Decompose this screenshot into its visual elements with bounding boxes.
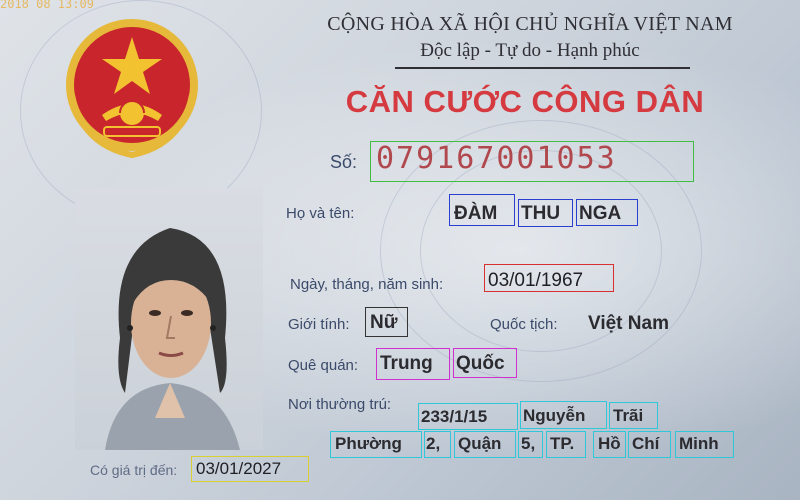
document-title: CĂN CƯỚC CÔNG DÂN bbox=[345, 84, 705, 119]
sex-label: Giới tính: bbox=[288, 316, 350, 333]
residence-box bbox=[628, 431, 671, 458]
id-number: 079167001053 bbox=[376, 141, 617, 176]
residence-part: Chí bbox=[632, 434, 660, 453]
name-box bbox=[576, 199, 638, 226]
portrait-photo bbox=[75, 188, 263, 450]
name-box bbox=[518, 199, 573, 227]
residence-part: Phường bbox=[335, 434, 402, 453]
residence-part: Trãi bbox=[613, 406, 644, 425]
hometown-part: Trung bbox=[380, 353, 433, 374]
name-part: THU bbox=[521, 203, 561, 224]
residence-box bbox=[330, 431, 422, 458]
nationality-value: Việt Nam bbox=[588, 313, 669, 334]
residence-part: Quận bbox=[458, 434, 502, 453]
residence-box bbox=[593, 431, 626, 458]
hometown-part: Quốc bbox=[456, 353, 505, 374]
residence-part: 2, bbox=[426, 434, 441, 453]
sex-box bbox=[365, 307, 408, 337]
residence-box bbox=[609, 402, 658, 429]
dob-box bbox=[484, 264, 614, 292]
photo-timestamp: 2018 08 13:09 bbox=[0, 0, 94, 11]
national-motto: Độc lập - Tự do - Hạnh phúc bbox=[420, 40, 640, 61]
residence-box bbox=[454, 431, 516, 458]
residence-box bbox=[418, 403, 518, 430]
residence-box bbox=[424, 431, 451, 458]
dob-value: 03/01/1967 bbox=[488, 270, 584, 291]
id-number-box bbox=[370, 141, 694, 182]
hometown-label: Quê quán: bbox=[288, 357, 359, 374]
hometown-box bbox=[376, 348, 450, 380]
expiry-label: Có giá trị đến: bbox=[90, 462, 178, 478]
country-name: CỘNG HÒA XÃ HỘI CHỦ NGHĨA VIỆT NAM bbox=[327, 13, 733, 35]
name-part: ĐÀM bbox=[454, 203, 498, 224]
residence-box bbox=[518, 431, 543, 458]
name-box bbox=[449, 194, 515, 226]
expiry-value: 03/01/2027 bbox=[196, 459, 282, 478]
residence-box bbox=[520, 401, 607, 429]
residence-part: 233/1/15 bbox=[421, 407, 488, 426]
residence-part: TP. bbox=[550, 434, 575, 453]
motto-underline bbox=[395, 67, 690, 69]
expiry-box bbox=[191, 456, 309, 482]
residence-part: Minh bbox=[679, 434, 719, 453]
name-part: NGA bbox=[579, 203, 622, 224]
name-label: Họ và tên: bbox=[286, 205, 355, 222]
dob-label: Ngày, tháng, năm sinh: bbox=[290, 276, 444, 293]
residence-box bbox=[675, 431, 734, 458]
residence-part: Nguyễn bbox=[523, 406, 586, 425]
sex-value: Nữ bbox=[370, 312, 398, 333]
residence-part: 5, bbox=[521, 434, 536, 453]
id-number-label: Số: bbox=[330, 152, 358, 172]
residence-label: Nơi thường trú: bbox=[288, 396, 392, 413]
portrait-icon bbox=[75, 188, 263, 450]
nationality-label: Quốc tịch: bbox=[490, 316, 558, 333]
residence-part: Hồ bbox=[598, 434, 621, 453]
hometown-box bbox=[453, 348, 517, 378]
residence-box bbox=[546, 431, 586, 458]
national-emblem-icon bbox=[62, 15, 202, 160]
